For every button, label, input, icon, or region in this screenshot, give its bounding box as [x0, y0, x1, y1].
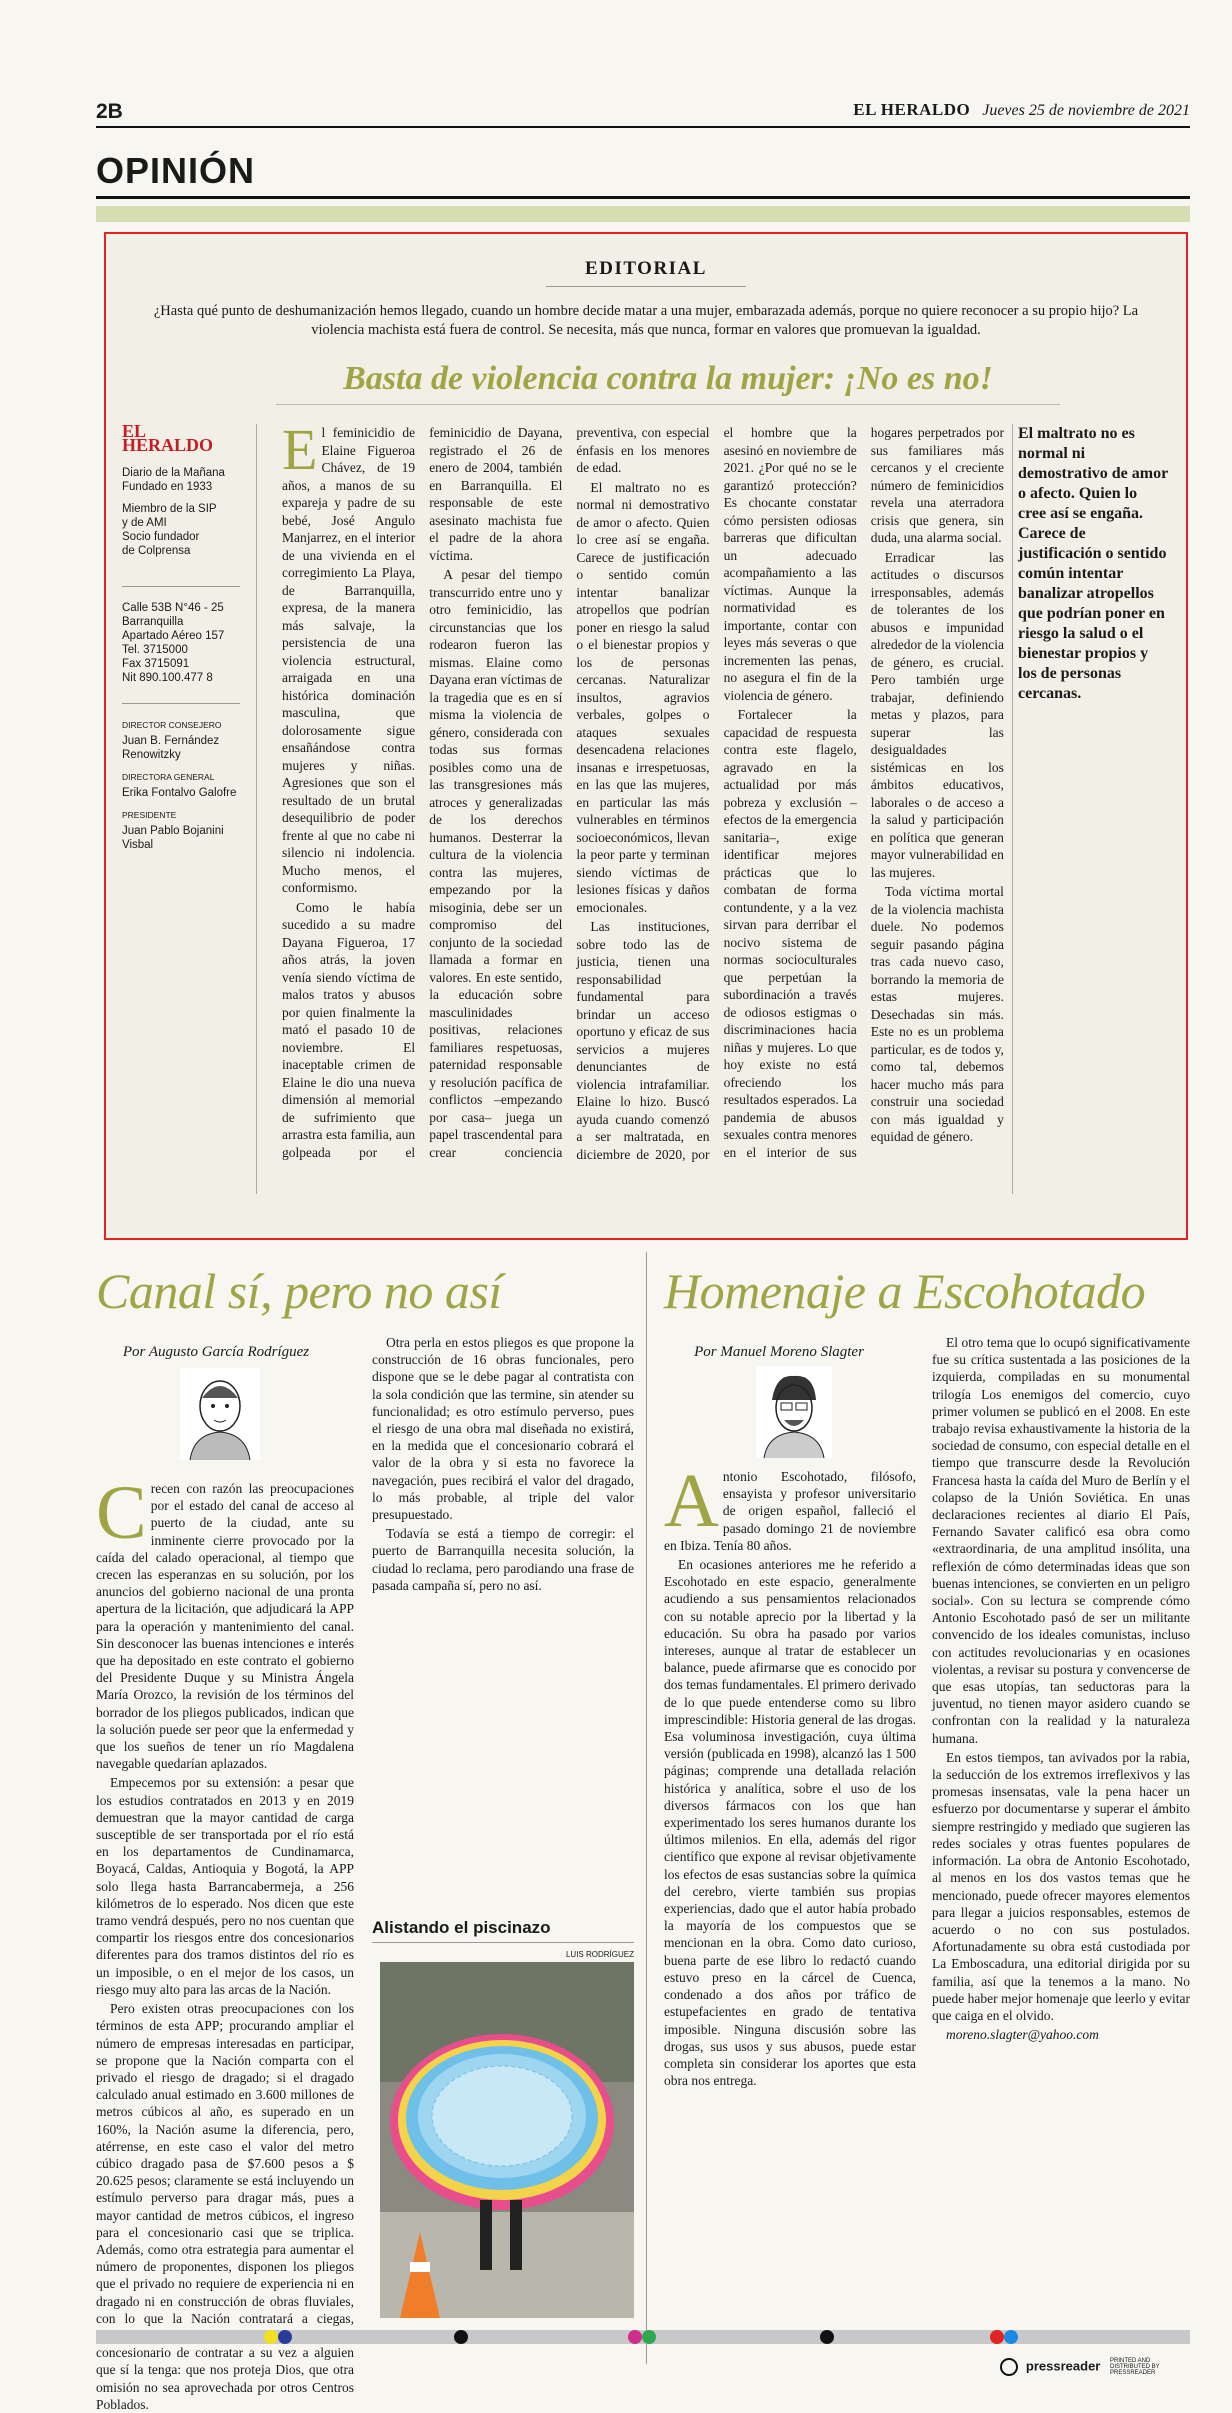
editorial-dropcap: E	[282, 417, 318, 482]
sidebar-line: Socio fundador	[122, 531, 200, 543]
pressreader-name: pressreader	[1025, 2358, 1101, 2374]
sidebar-line: Miembro de la SIP	[122, 503, 217, 515]
sidebar-line: Fundado en 1933	[122, 481, 213, 493]
article2-column-1	[664, 1459, 916, 2323]
column-rule	[646, 1252, 647, 2364]
article1-paragraph: Empecemos por su extensión: a pesar que los estudios contratados en 2013 y en 2019 demuestran que la mayor cantidad de carga susceptible de ser transportada por el río está en los departamentos de Cundinamarca, Boyacá, Caldas, Antioquia y Bogotá, la APP solo llega hasta Barrancabermeja, a 256 kilómetros de lo esperado. Nos dicen que este tramo vendrá después, pero no nos cuentan que compartir los riesgos entre dos concesionarios diferentes para dos tramos distintos del río es un imposible, o en el mejor de los casos, un riesgo muy alto para las arcas de la Nación.	[96, 1775, 354, 1997]
article1-byline: Por Augusto García Rodríguez	[122, 1344, 310, 1360]
author-portrait-icon	[180, 1368, 260, 1460]
editorial-paragraph: Toda víctima mortal de la violencia machista duele. No podemos seguir pasando página tras cada nuevo caso, borrando la memoria de estas mujeres. Desechadas sin más. Este no es un problema particular, es de todos y, como tal, debemos hacer mucho más para construir una sociedad con más igualdad y equidad de género.	[870, 884, 1004, 1144]
registration-dot	[820, 2330, 834, 2344]
sidebar-line: Calle 53B N°46 - 25	[122, 602, 224, 614]
page-number: 2B	[96, 100, 123, 123]
paragraph-text: ntonio Escohotado, filósofo, ensayista y profesor universitario de origen español, falleció el pasado domingo 21 de noviembre en Ibiza. Tenía 80 años.	[664, 1469, 916, 1553]
article1-dropcap: C	[96, 1471, 147, 1555]
article2-title: Homenaje a Escohotado	[664, 1263, 1146, 1319]
editorial-pull-quote: El maltrato no es normal ni demostrativo de amor o afecto. Quien lo cree así se engaña. Carece de justificación o sentido común intentar banalizar atropellos que podrían poner en riesgo la salud o el bienestar propios y los de personas cercanas.	[1018, 425, 1168, 702]
article1-paragraph: Todavía se está a tiempo de corregir: el puerto de Barranquilla necesita solución, la ciudad lo reclama, pero parodiando una frase de pasada campaña sí, pero no así.	[372, 1526, 634, 1593]
registration-dot	[454, 2330, 468, 2344]
sidebar-person: Erika Fontalvo Galofre	[122, 787, 237, 799]
pressreader-logo	[1000, 2358, 1190, 2376]
editorial-paragraph: Fortalecer la capacidad de respuesta contra este flagelo, agravado en la actualidad por más pobreza y exclusión –efectos de la emergencia sanitaria–, exige identificar mejores prácticas que lo combatan de forma contundente, y a la vez sirvan para derribar el nocivo sistema de normas socioculturales que perpetúan la subordinación a través de odiosos estigmas o discriminaciones hacia niñas y mujeres. Lo que hoy existe no está ofreciendo los resultados esperados. La pandemia de abusos sexuales contra menores en el interior de sus hogares perpetrados por sus familiares más cercanos y el creciente número de feminicidios revela una aterradora crisis que genera, sin duda, una alarma social.	[723, 425, 1004, 1160]
editorial-paragraph: A pesar del tiempo transcurrido entre uno y otro feminicidio, las circunstancias que los rodearon fueron las mismas. Elaine como Dayana eran víctimas de la tragedia que es en sí misma la violencia de género, considerada con todas sus formas posibles como una de las transgresiones más atroces y generalizadas de los derechos humanos. Desterrar la cultura de la violencia contra las mujeres, empezando por la misoginia, debe ser un compromiso del conjunto de la sociedad llamada a formar en valores. En este sentido, la educación sobre masculinidades positivas, relaciones familiares respetuosas, paternidad responsable y resolución pacífica de conflictos –empezando por casa– juega un papel trascendental para crear conciencia preventiva, con especial énfasis en los menores de edad.	[429, 425, 710, 1160]
sidebar-line: y de AMI	[122, 517, 167, 529]
top-rule	[96, 126, 1190, 128]
sidebar-line: Apartado Aéreo 157	[122, 630, 225, 642]
sidebar-brand: EL HERALDO	[122, 421, 214, 455]
sidebar-line: de Colprensa	[122, 545, 191, 557]
photo-rule	[372, 1942, 634, 1943]
registration-dot	[264, 2330, 278, 2344]
section-color-bar	[96, 206, 1190, 222]
inflatable-pool-photo	[380, 1962, 634, 2318]
article2-paragraph	[664, 1459, 916, 1554]
article1-paragraph: Otra perla en estos pliegos es que propone la construcción de 16 obras funcionales, pero dispone que se le debe pagar al contratista con la sola condición que las termine, sin atender su funcionalidad; es otro estímulo perverso, pues el riesgo de una obra mal diseñada no existirá, en la medida que el concesionario cobrará el valor de la obra y si esta no favorece la navegación, pues recibirá el valor del dragado, lo más probable, al triple del valor presupuestado.	[372, 1335, 634, 1523]
photo-credit: LUIS RODRÍGUEZ	[565, 1950, 634, 1959]
editorial-sidebar	[122, 421, 240, 860]
author-email: moreno.slagter@yahoo.com	[946, 2027, 1099, 2043]
editorial-label-rule	[546, 286, 746, 287]
sidebar-role: PRESIDENTE	[122, 810, 177, 820]
author-portrait-icon	[756, 1366, 832, 1458]
editorial-paragraph: Las instituciones, sobre todo las de justicia, tienen una responsabilidad fundamental para brindar un acceso oportuno y eficaz de sus servicios a mujeres denunciantes de violencia intrafamiliar. Elaine lo hizo. Buscó ayuda cuando comenzó a ser maltratada, en diciembre de 2020, por el hombre que la asesinó en noviembre de 2021. ¿Por qué no se le garantizó protección? Es chocante constatar cómo persisten odiosas barreras que dificultan un adecuado acompañamiento a las víctimas. Aunque la normatividad es importante, contar con leyes más severas o que incrementen las penas, no asegura el fin de la violencia de género.	[576, 425, 857, 1162]
sidebar-info	[122, 466, 240, 494]
pressreader-icon	[1000, 2358, 1018, 2376]
article1-column-1	[96, 1471, 354, 2412]
sidebar-info	[122, 502, 240, 558]
article2-paragraph: En estos tiempos, tan avivados por la rabia, la seducción de los extremos irreflexivos y las promesas insensatas, vale la pena hacer un esfuerzo por documentarse y superar el ámbito siempre restringido y mediado que sugieren las redes sociales y otras fuentes populares de información. La obra de Antonio Escohotado, al menos en los dos vastos temas que he mencionado, puede ofrecer mayores elementos para llegar a juicios responsables, estemos de acuerdo o no con sus postulados. Afortunadamente su obra está custodiada por La Emboscadura, una editorial dirigida por su familia, así que la tenemos a la mano. No puede haber mejor homenaje que leerlo y evitar que caiga en el olvido.	[932, 1749, 1190, 2023]
article1-column-2	[372, 1334, 634, 1894]
registration-dot	[1004, 2330, 1018, 2344]
photo-image	[380, 1962, 634, 2318]
article2-byline: Por Manuel Moreno Slagter	[694, 1344, 864, 1360]
registration-dot	[642, 2330, 656, 2344]
sidebar-divider	[122, 566, 240, 587]
article1-paragraph: Pero existen otras preocupaciones con los términos de esta APP; procurando ampliar el número de empresas interesadas en participar, se propone que la Nación comparta con el privado el riesgo de dragado; si el dragado calculado anual estimado en 3.600 millones de metros cúbicos al año, es superado en un 160%, la Nación asume la diferencia, pero, atérrense, en este caso el valor del metro cúbico dragado pasa de $7.600 pesos a $ 20.625 pesos; claramente se está incluyendo un estímulo perverso para dragar más, pues a mayor cantidad de metros cúbicos, el ingreso para el concesionario casi que se triplica. Además, como otra estrategia para aumentar el número de proponentes, disponen los pliegos que el privado no requiere de experiencia ni en dragado ni en construcción de obras fluviales, con lo que la Nación contratará a ciegas, concesionario de contratar a su vez a alguien que sí la tenga: que nos proteja Dios, que otra omisión no sea aprovechada por otros Centros Poblados.	[96, 2001, 354, 2412]
registration-dot	[628, 2330, 642, 2344]
sidebar-role: DIRECTOR CONSEJERO	[122, 720, 222, 730]
paragraph-text: recen con razón las preocupaciones por el estado del canal de acceso al puerto de la ciudad, ante su inminente cierre provocado por la caída del calado operacional, al tiempo que crecen las esperanzas en su solución, por los anuncios del gobierno nacional de una pronta apertura de la licitación, que adjudicará la APP para la operación y mantenimiento del canal. Sin desconocer las buenas intenciones e interés que ha depositado en este contrato el gobierno del Presidente Duque y su Ministra Ángela María Orozco, la revisión de los términos del borrador de los pliegos publicados, indican que la solución puede ser peor que la enfermedad y que los sueños de tener un río Magdalena navegable quedarían aplazados.	[96, 1481, 354, 1772]
editorial-body	[282, 417, 1004, 1214]
editorial-title: Basta de violencia contra la mujer: ¡No es no!	[276, 360, 1060, 405]
article2-paragraph: El otro tema que lo ocupó significativamente fue su crítica sustentada a las posiciones de la izquierda, compiladas en su monumental trilogía Los enemigos del comercio, cuyo primer volumen se publicó en el 2008. En este trabajo revisa exhaustivamente la historia de la sociedad de consumo, con especial detalle en el tiempo que transcurre desde la Revolución Francesa hasta la caída del Muro de Berlín y el colapso de la Unión Soviética. En unas declaraciones recientes al diario El País, Fernando Savater calificó esa obra como «extraordinaria, de una amplitud insólita, una reflexión de cómo determinadas ideas que son buenas intenciones, se convierten en un peligro social». Con su lectura se comprende cómo Antonio Escohotado pasó de ser un militante convencido de los ideales comunistas, incluso con actitudes revolucionarias y en ocasiones violentas, a revisar su postura y convencerse de que esas utopías, tan seductoras para la juventud, no tienen mayor asidero cuando se confrontan con la realidad y la naturaleza humana.	[932, 1335, 1190, 1746]
registration-dot	[990, 2330, 1004, 2344]
sidebar-person: Juan Pablo Bojanini Visbal	[122, 825, 224, 851]
issue-date: Jueves 25 de noviembre de 2021	[982, 102, 1190, 119]
paper-name: EL HERALDO	[853, 100, 971, 119]
article1-portrait	[180, 1368, 260, 1460]
editorial-paragraph: Erradicar las actitudes o discursos irresponsables, además de tolerantes de los abusos e impunidad alrededor de la violencia de género, es crucial. Pero también urge trabajar, definiendo metas y plazos, para superar las desigualdades sistémicas en los ámbitos educativos, laborales o de acceso a la salud y participación en política que generan mayor vulnerabilidad en las mujeres.	[870, 549, 1004, 880]
paragraph-text: l feminicidio de Elaine Figueroa Chávez, de 19 años, a manos de su expareja y padre de su bebé, José Angulo Manjarrez, en el interior de una vivienda en el corregimiento La Playa, de Barranquilla, expresa, de la manera más salvaje, la persistencia de una violencia estructural, arraigada en una histórica dominación masculina, que dolorosamente sigue ensañándose contra mujeres y niñas. Agresiones que son el resultado de un brutal desequilibrio de poder frente al que no cabe ni silencio ni indolencia. Mucho menos, el conformismo.	[282, 425, 416, 895]
article1-title: Canal sí, pero no así	[96, 1263, 502, 1319]
masthead-right	[853, 100, 1190, 120]
editorial-paragraph	[282, 417, 416, 897]
sidebar-line: Fax 3715091	[122, 658, 190, 670]
editorial-label: EDITORIAL	[585, 258, 707, 279]
article1-paragraph	[96, 1471, 354, 1772]
sidebar-line: Nit 890.100.477 8	[122, 672, 213, 684]
article2-dropcap: A	[664, 1459, 719, 1543]
sidebar-person: Juan B. Fernández Renowitzky	[122, 735, 220, 761]
registration-dot	[278, 2330, 292, 2344]
pullquote-rule	[1012, 424, 1013, 1194]
section-rule	[96, 196, 1190, 199]
sidebar-role: DIRECTORA GENERAL	[122, 772, 215, 782]
editorial-box	[104, 232, 1188, 1240]
sidebar-divider	[122, 693, 240, 704]
article2-paragraph: En ocasiones anteriores me he referido a Escohotado en este espacio, generalmente acudiendo a sus pensamientos relacionados con su notable aprecio por la libertad y la educación. Su obra ha pasado por varios intereses, aunque al tratar de establecer un balance, puede afirmarse que es conocido por dos temas fundamentales. El primero derivado de lo que puede entenderse como su libro imprescindible: Historia general de las drogas. Esa voluminosa investigación, cuya última versión (publicada en 1998), alcanzó las 1 500 páginas; comprende una detallada relación histórica y analítica, sobre el uso de los diversos fármacos con los que han experimentado los seres humanos durante los últimos milenios. En ella, además del rigor científico que expone al revisar objetivamente los efectos de esas sustancias sobre la química del cerebro, vierte también sus propias experiencias, dado que el autor había probado la mayoría de los compuestos que se mencionan en la obra. Como dato curioso, buena parte de ese libro lo redactó cuando estuvo preso en la cárcel de Cuenca, condenado a dos años por tráfico de estupefacientes en grado de tentativa imposible. Ninguna discusión sobre las drogas, sus usos y sus abusos, puede estar completa sin considerar los aportes que esta obra nos entrega.	[664, 1557, 916, 2089]
pressreader-fine-print: PRINTED AND DISTRIBUTED BY PRESSREADER	[1110, 2358, 1160, 2376]
photo-title: Alistando el piscinazo	[372, 1918, 551, 1937]
editorial-intro: ¿Hasta qué punto de deshumanización hemos llegado, cuando un hombre decide matar a una mujer, embarazada además, porque no quiere reconocer a su propio hijo? La violencia machista está fuera de control. Se necesita, más que nunca, formar en valores que promuevan la igualdad.	[153, 303, 1139, 338]
article2-portrait	[756, 1366, 832, 1458]
sidebar-line: Tel. 3715000	[122, 644, 188, 656]
article2-column-2	[932, 1334, 1190, 2324]
section-title: OPINIÓN	[96, 150, 256, 191]
sidebar-address	[122, 601, 240, 685]
sidebar-rule	[256, 424, 257, 1194]
editorial-paragraph: El maltrato no es normal ni demostrativo de amor o afecto. Quien lo cree así se engaña. Carece de justificación o sentido común intentar banalizar atropellos que podrían poner en riesgo la salud o el bienestar propios y los de personas cercanas. Naturalizar insultos, agravios verbales, golpes o ataques sexuales desencadena relaciones insanas e irrespetuosas, en las que las mujeres, en particular las más vulnerables en términos socioeconómicos, llevan la peor parte y terminan siendo víctimas de lesiones físicas y daños emocionales.	[576, 479, 710, 915]
sidebar-line: Diario de la Mañana	[122, 467, 225, 479]
editorial-paragraph: Como le había sucedido a su madre Dayana Figueroa, 17 años atrás, la joven venía siendo víctima de malos tratos y abusos por quien finalmente la mató el pasado 10 de noviembre. El inaceptable crimen de Elaine le dio una nueva dimensión al memorial de sufrimiento que arrastra esta familia, aun golpeada por el feminicidio de Dayana, registrado el 26 de enero de 2004, también en Barranquilla. El responsable de este asesinato machista fue el padre de la ahora víctima.	[282, 425, 563, 1160]
sidebar-line: Barranquilla	[122, 616, 184, 628]
